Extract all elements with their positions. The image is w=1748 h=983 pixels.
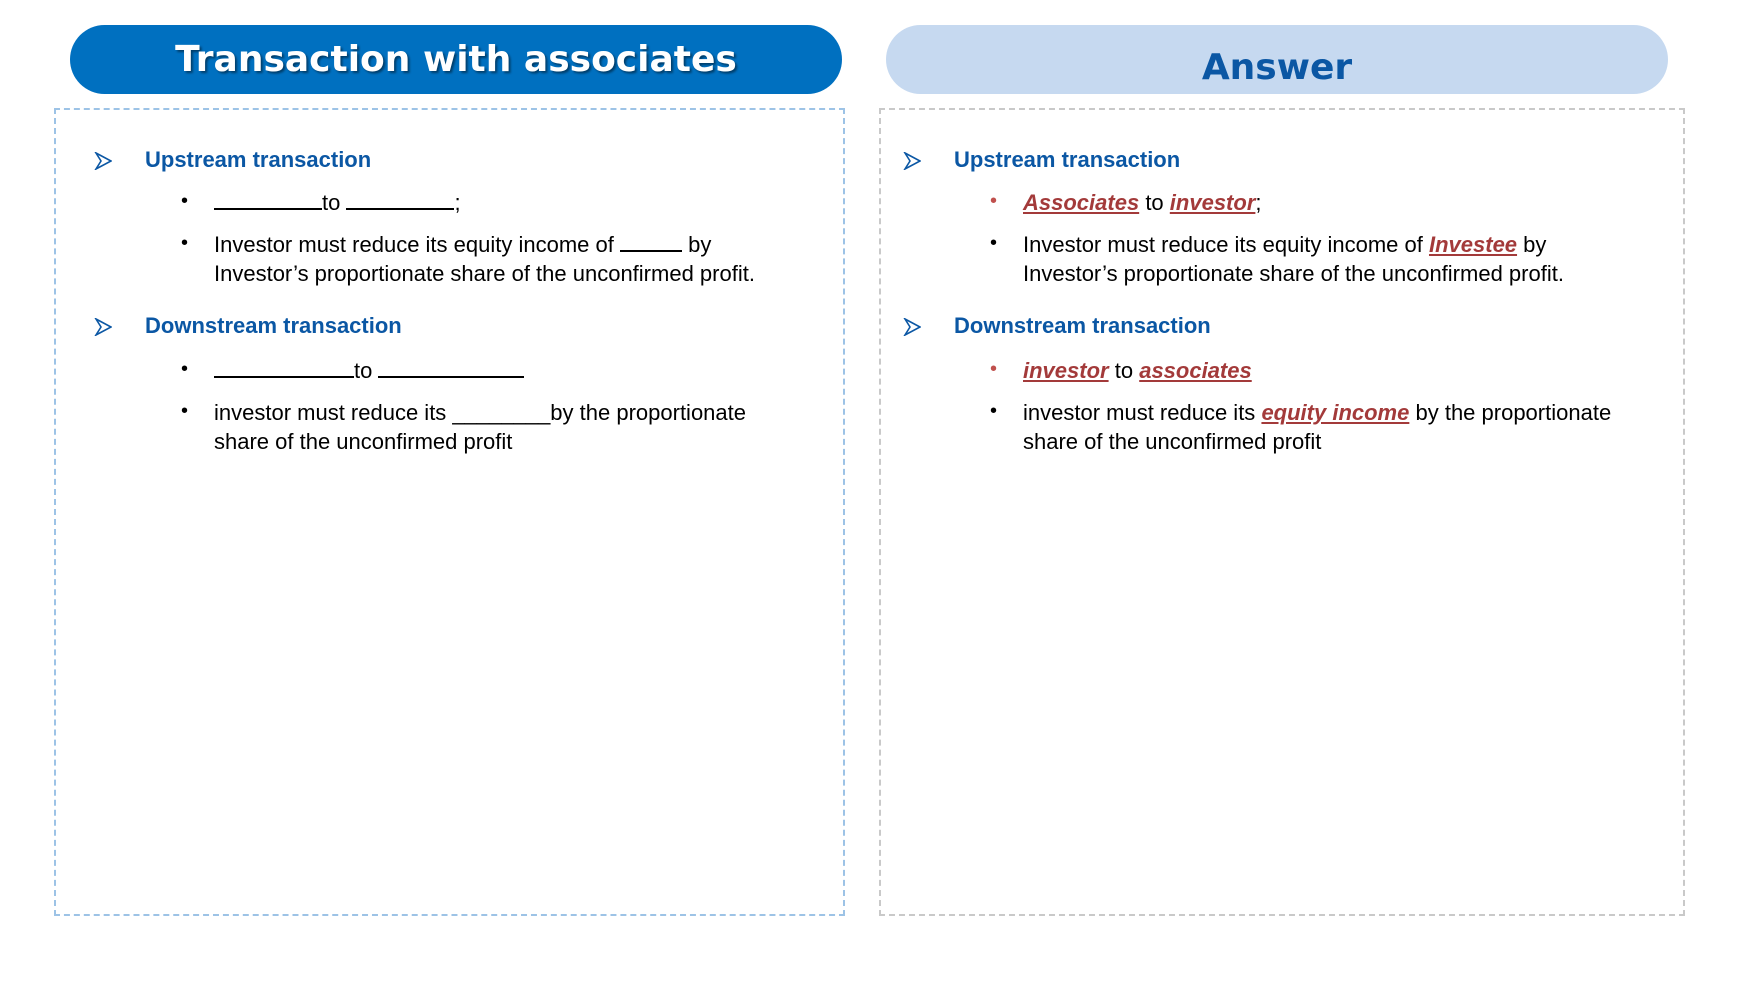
left-downstream-line2: investor must reduce its ________by the proportionate xyxy=(214,400,746,425)
arrowhead-bullet-icon xyxy=(903,152,921,170)
dot-bullet-icon: • xyxy=(181,232,189,254)
left-downstream-line1: to xyxy=(214,356,524,385)
right-upstream-line1: Associates to investor; xyxy=(1023,190,1262,215)
fill-blank xyxy=(620,230,682,252)
arrowhead-bullet-icon xyxy=(94,152,112,170)
answer-blank: associates xyxy=(1139,358,1252,383)
fill-blank xyxy=(346,188,454,210)
left-upstream-line3: Investor’s proportionate share of the unconfirmed profit. xyxy=(214,261,755,286)
answer-blank: investor xyxy=(1023,358,1109,383)
answer-title-banner xyxy=(886,25,1668,94)
answer-blank: Investee xyxy=(1428,232,1518,257)
right-upstream-line3: Investor’s proportionate share of the unconfirmed profit. xyxy=(1023,261,1564,286)
right-upstream-heading: Upstream transaction xyxy=(954,147,1181,172)
arrowhead-bullet-icon xyxy=(94,318,112,336)
arrowhead-bullet-icon xyxy=(903,318,921,336)
right-downstream-line3: share of the unconfirmed profit xyxy=(1023,429,1322,454)
dot-bullet-icon: • xyxy=(990,400,998,422)
left-downstream-line3: share of the unconfirmed profit xyxy=(214,429,513,454)
answer-blank: equity income xyxy=(1261,400,1410,425)
dot-bullet-icon: • xyxy=(181,400,189,422)
fill-blank xyxy=(214,188,322,210)
left-downstream-heading: Downstream transaction xyxy=(145,313,402,338)
answer-blank: investor xyxy=(1169,190,1256,215)
left-upstream-line1: to ; xyxy=(214,188,461,217)
dot-bullet-icon: • xyxy=(181,358,189,380)
answer-title: Answer xyxy=(1201,47,1353,88)
fill-blank xyxy=(214,356,354,378)
right-upstream-line2: Investor must reduce its equity income of Investee by xyxy=(1023,232,1547,257)
left-title: Transaction with associates xyxy=(175,39,737,80)
right-downstream-line1: investor to associates xyxy=(1023,358,1252,383)
answer-blank: Associates xyxy=(1023,190,1140,215)
fill-blank xyxy=(378,356,524,378)
dot-bullet-icon: • xyxy=(990,190,998,212)
left-title-banner xyxy=(70,25,842,94)
dot-bullet-icon: • xyxy=(990,358,998,380)
dot-bullet-icon: • xyxy=(990,232,998,254)
dot-bullet-icon: • xyxy=(181,190,189,212)
left-upstream-line2: Investor must reduce its equity income of by xyxy=(214,232,712,257)
right-downstream-heading: Downstream transaction xyxy=(954,313,1211,338)
left-upstream-heading: Upstream transaction xyxy=(145,147,372,172)
right-downstream-line2: investor must reduce its equity income by the proportionate xyxy=(1023,400,1612,425)
